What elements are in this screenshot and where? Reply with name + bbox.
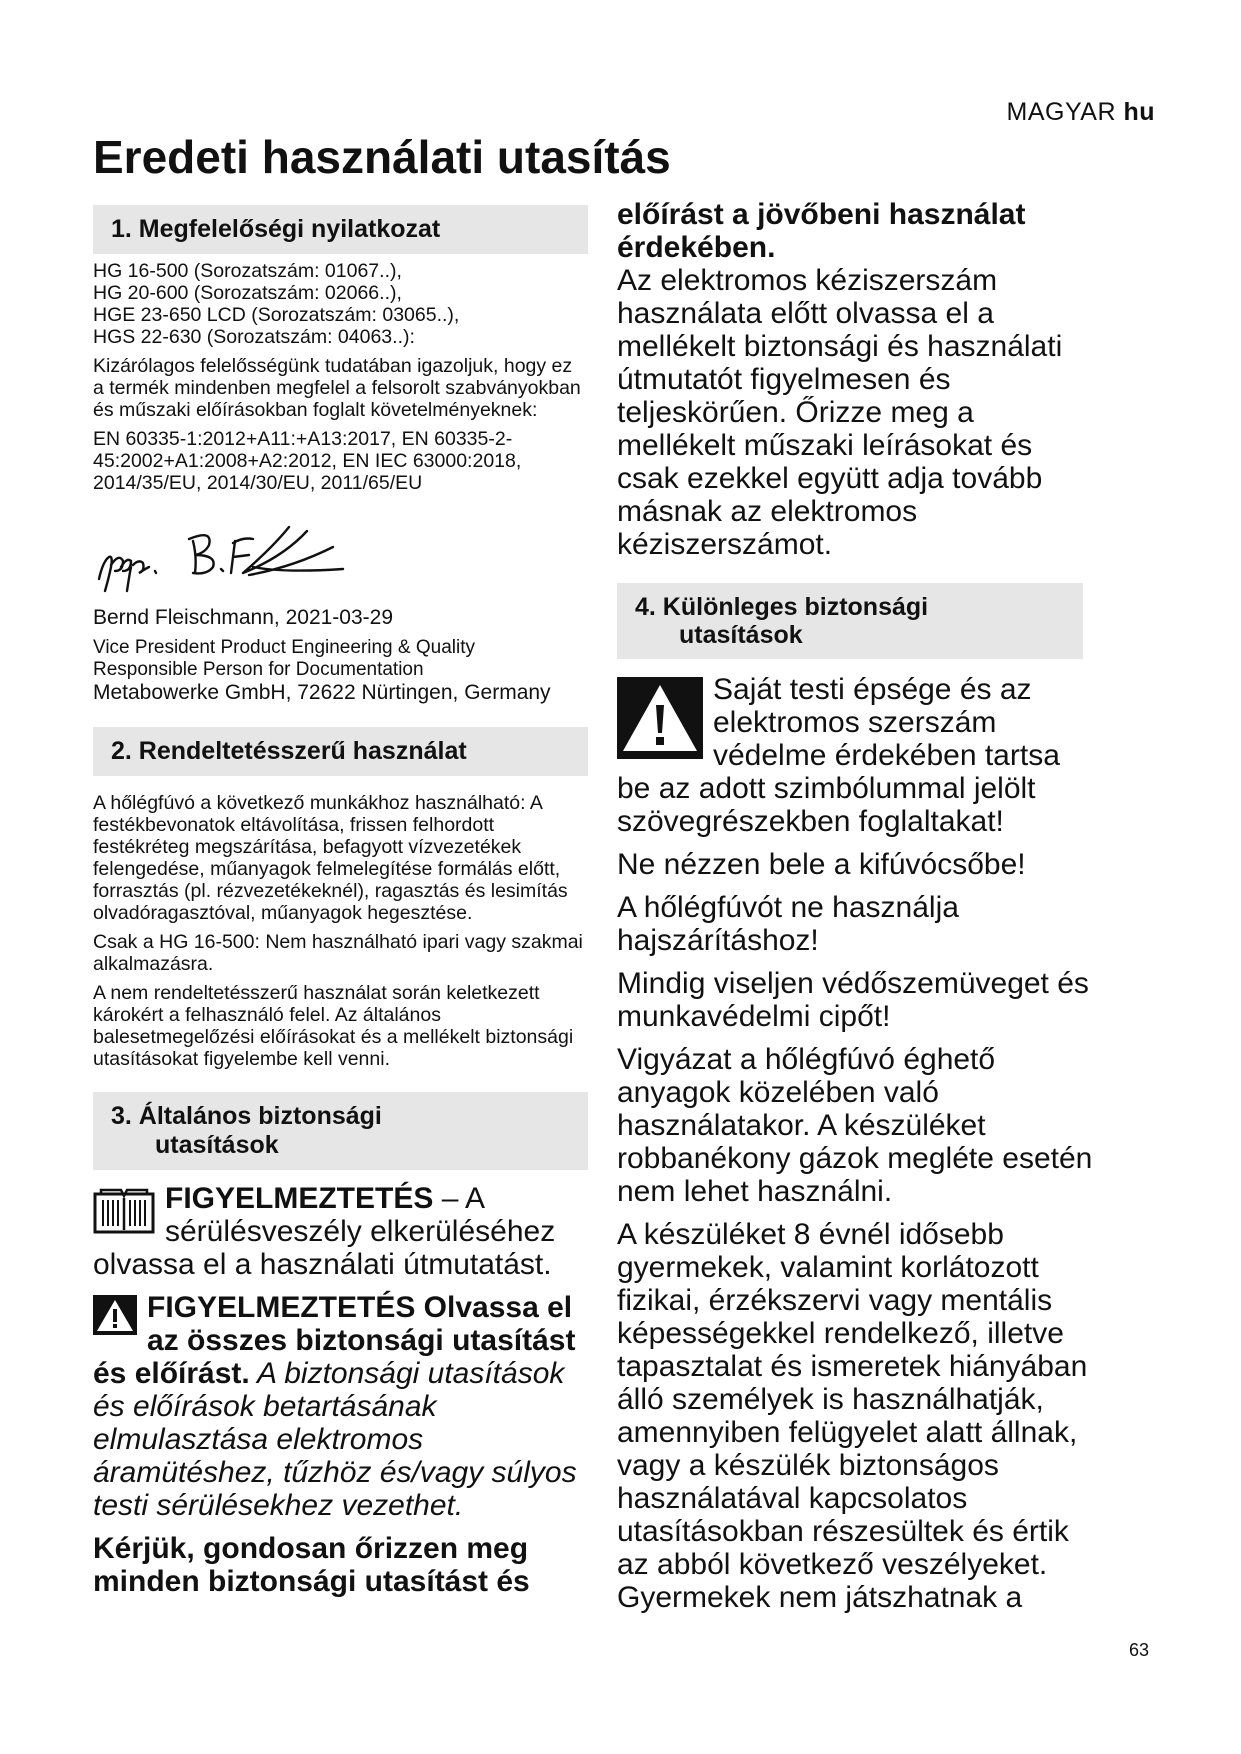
section-1-body	[93, 260, 588, 705]
manual-warning-text: – A sérülésveszély elkerüléséhez olvassa el a használati útmutatást.	[93, 1182, 556, 1281]
company-address: Metabowerke GmbH, 72622 Nürtingen, Germany	[93, 681, 551, 704]
safety-warning	[93, 1291, 588, 1522]
section-1-heading: 1. Megfelelőségi nyilatkozat	[93, 205, 588, 254]
safety-warning-italic: A biztonsági utasítások és előírások betartásának elmulasztása elektromos áramütéshez, tűzhöz és/vagy súlyos testi sérülésekhez vezethet.	[93, 1357, 577, 1522]
warning-triangle-icon	[93, 1295, 137, 1335]
warning-triangle-icon	[617, 677, 703, 759]
declaration-text: Kizárólagos felelősségünk tudatában igazoljuk, hogy ez a termék mindenben megfelel a felsorolt szabványokban és műszaki előírásokban foglalt követelményeknek:	[93, 355, 581, 421]
restriction-text: Csak a HG 16-500: Nem használható ipari vagy szakmai alkalmazásra.	[93, 931, 583, 975]
safety-warning-bold: FIGYELMEZTETÉS Olvassa el az összes biztonsági utasítást és előírást.	[93, 1291, 576, 1390]
page-title: Eredeti használati utasítás	[93, 131, 671, 183]
section-3-heading-line1: 3. Általános biztonsági	[111, 1102, 382, 1130]
section-3-heading	[93, 1092, 588, 1170]
page-number: 63	[1128, 1640, 1149, 1660]
intended-use-text: A hőlégfúvó a következő munkákhoz használható: A festékbevonatok eltávolítása, frissen felhordott festékréteg megszárítása, befagyott vízvezetékek felengedése, műanyagok felmelegítése formálás előtt, forrasztás (pl. rézvezetékeknél), ragasztás és lesimítás olvadóragasztóval, műanyagok hegesztése.	[93, 792, 568, 924]
symbol-instruction	[617, 673, 1099, 838]
language-code: hu	[1123, 98, 1155, 126]
signer-role	[93, 637, 588, 681]
language-label	[1007, 98, 1156, 127]
manual-book-icon	[93, 1186, 155, 1236]
section-2-heading: 2. Rendeltetésszerű használat	[93, 727, 588, 776]
safety-item: Ne nézzen bele a kifúvócsőbe!	[617, 848, 1026, 881]
liability-text: A nem rendeltetésszerű használat során keletkezett károkért a felhasználó felel. Az általános balesetmegelőzési előírásokat és a mellékelt biztonsági utasításokat figyelembe kell venni.	[93, 982, 574, 1070]
section-4-heading-line1: 4. Különleges biztonsági	[635, 593, 929, 621]
manual-warning	[93, 1182, 588, 1281]
safety-item: Vigyázat a hőlégfúvó éghető anyagok közelében való használatakor. A készüléket robbanékony gázok megléte esetén nem lehet használni.	[617, 1043, 1093, 1208]
warning-label: FIGYELMEZTETÉS	[165, 1182, 434, 1215]
safety-item: Mindig viseljen védőszemüveget és munkavédelmi cipőt!	[617, 967, 1089, 1033]
symbol-instruction-text: Saját testi épsége és az elektromos szerszám védelme érdekében tartsa be az adott szimbólummal jelölt szövegrészekben foglaltakat!	[617, 673, 1060, 838]
section-3-heading-line2: utasítások	[155, 1131, 279, 1159]
signer-name: Bernd Fleischmann, 2021-03-29	[93, 606, 394, 629]
section-4-heading-line2: utasítások	[679, 621, 803, 649]
role-line-2: Responsible Person for Documentation	[93, 659, 424, 680]
language-name: MAGYAR	[1006, 98, 1116, 126]
role-line-1: Vice President Product Engineering & Quality	[93, 637, 475, 658]
model-line: HG 20-600 (Sorozatszám: 02066..),	[93, 282, 402, 304]
safety-item: A hőlégfúvót ne használja hajszárításhoz!	[617, 891, 959, 957]
section-3-body	[93, 1182, 588, 1598]
right-column	[617, 198, 1099, 1624]
continued-text: Az elektromos kéziszerszám használata előtt olvassa el a mellékelt biztonsági és használati útmutatót figyelmesen és teljeskörűen. Őrizze meg a mellékelt műszaki leírásokat és csak ezekkel együtt adja tovább másnak az elektromos kéziszerszámot.	[617, 264, 1063, 561]
safety-item: A készüléket 8 évnél idősebb gyermekek, valamint korlátozott fizikai, érzékszervi vagy mentális képességekkel rendelkező, illetve tapasztalat és ismeretek hiányában álló személyek is használhatják, amennyiben felügyelet alatt állnak, vagy a készülék biztonságos használatával kapcsolatos utasításokban részesültek és értik az abból következő veszélyeket. Gyermekek nem játszhatnak a	[617, 1218, 1088, 1614]
continued-bold-text: előírást a jövőbeni használat érdekében.	[617, 198, 1026, 264]
model-line: HGS 22-630 (Sorozatszám: 04063..):	[93, 326, 415, 348]
section-4-heading	[617, 583, 1083, 659]
model-list	[93, 260, 588, 348]
section-2-body	[93, 792, 588, 1070]
standards-text: EN 60335-1:2012+A11:+A13:2017, EN 60335-2-45:2002+A1:2008+A2:2012, EN IEC 63000:2018, 2014/35/EU, 2014/30/EU, 2011/65/EU	[93, 428, 522, 494]
left-column	[93, 205, 588, 1608]
signature-image	[93, 517, 353, 595]
model-line: HGE 23-650 LCD (Sorozatszám: 03065..),	[93, 304, 460, 326]
keep-instructions-text: Kérjük, gondosan őrizzen meg minden biztonsági utasítást és	[93, 1532, 530, 1598]
model-line: HG 16-500 (Sorozatszám: 01067..),	[93, 260, 402, 282]
